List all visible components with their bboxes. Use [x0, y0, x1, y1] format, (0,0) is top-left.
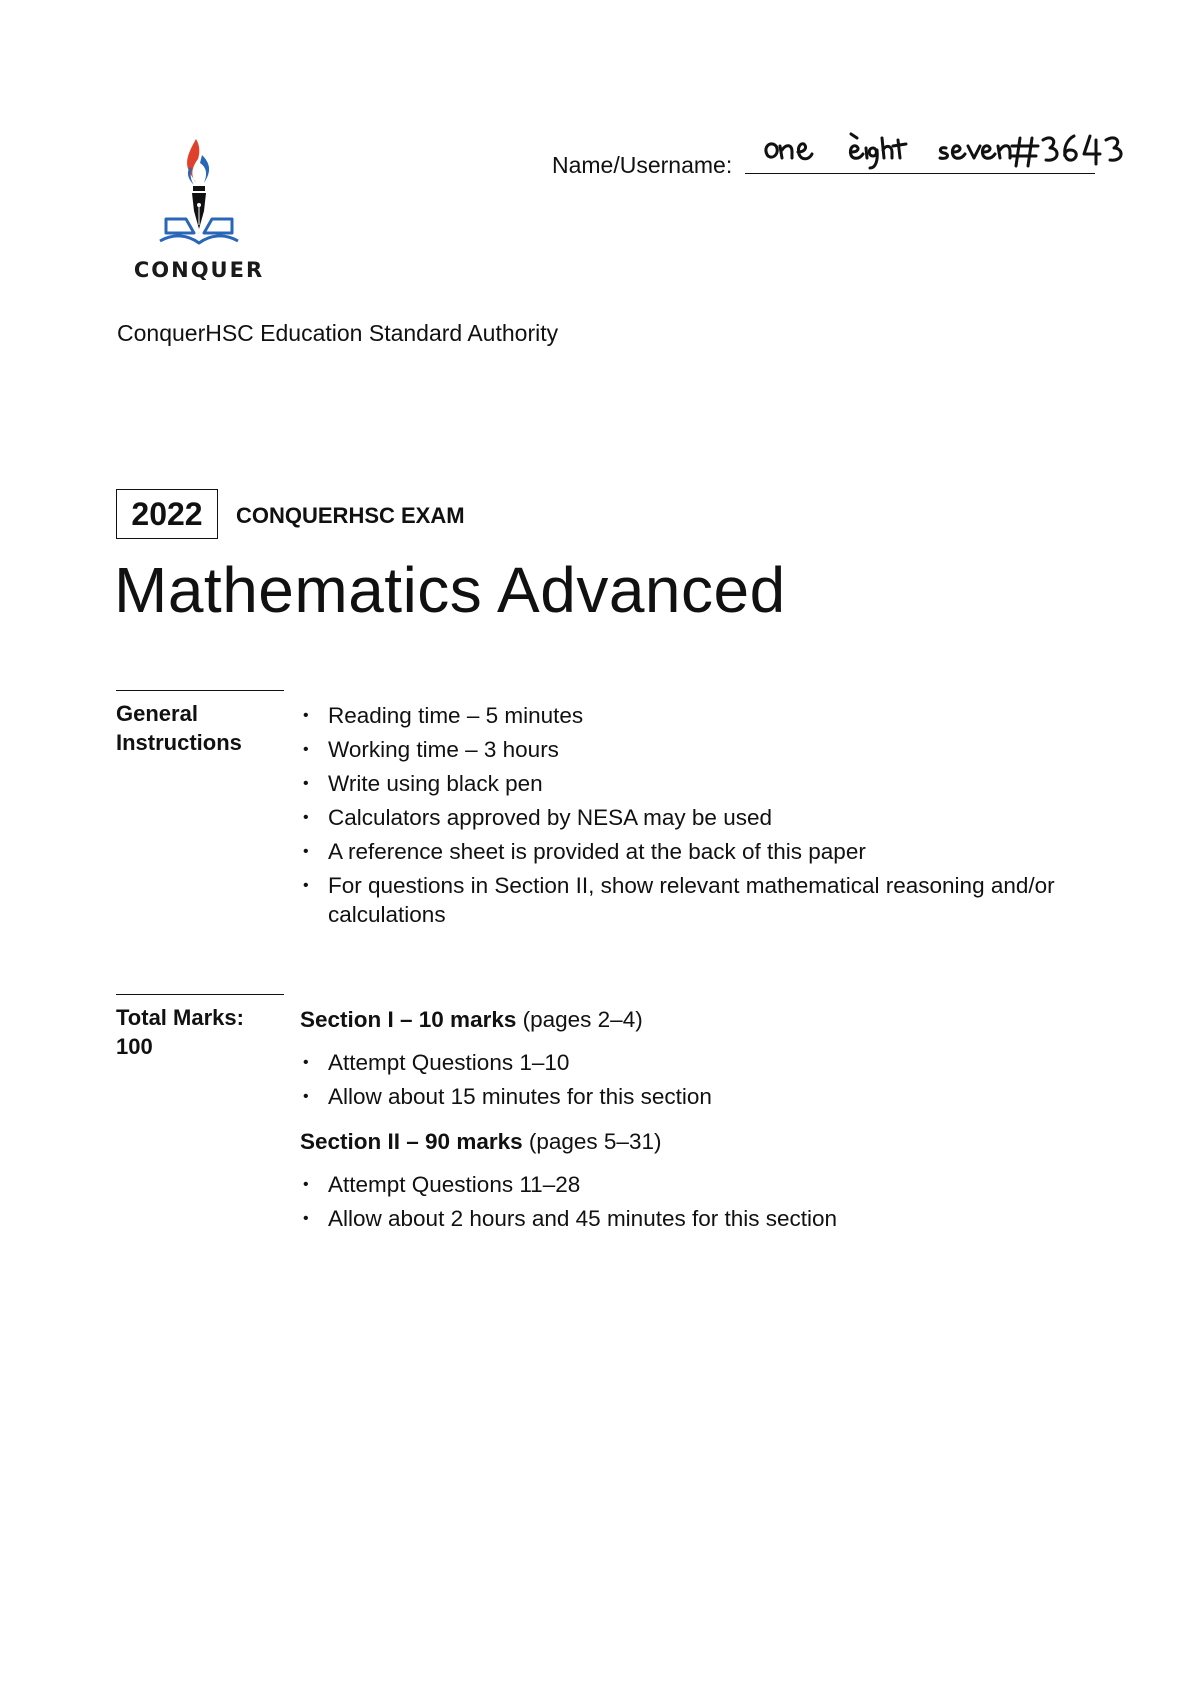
list-item: • Allow about 2 hours and 45 minutes for this section [300, 1204, 1100, 1233]
name-field-label: Name/Username: [552, 152, 733, 178]
section-two-heading-bold: Section II – 90 marks [300, 1129, 523, 1154]
section-two-pages: (pages 5–31) [522, 1129, 662, 1154]
flame-blue-icon [200, 155, 209, 183]
exam-label: CONQUERHSC EXAM [236, 503, 465, 528]
list-item: • For questions in Section II, show relevant mathematical reasoning and/or calculations [300, 871, 1088, 929]
list-item: • A reference sheet is provided at the back of this paper [300, 837, 1100, 866]
total-marks-label-line1: Total Marks: [116, 1005, 244, 1030]
general-instructions-label-line1: General [116, 701, 198, 726]
list-item: • Attempt Questions 11–28 [300, 1170, 1100, 1199]
total-marks-value: 100 [116, 1034, 153, 1059]
section-one-pages: (pages 2–4) [516, 1007, 643, 1032]
handwritten-name-signature [760, 126, 1150, 176]
section-two-heading [300, 1127, 1100, 1156]
logo-wordmark: CONQUER [133, 258, 265, 282]
section-one-heading [300, 1005, 1100, 1034]
section-one-heading-bold: Section I – 10 marks [300, 1007, 517, 1032]
general-instructions-rule [116, 690, 284, 691]
list-item: • Allow about 15 minutes for this section [300, 1082, 1100, 1111]
pen-nib-icon [192, 186, 206, 229]
issuing-authority: ConquerHSC Education Standard Authority [117, 320, 559, 346]
total-marks-label [116, 1003, 244, 1061]
general-instructions-label [116, 699, 242, 757]
list-item: • Attempt Questions 1–10 [300, 1048, 1100, 1077]
section-two-block [300, 1127, 1100, 1233]
section-one-block [300, 1005, 1100, 1111]
list-item: • Reading time – 5 minutes [300, 701, 1100, 730]
total-marks-sections [300, 1005, 1100, 1249]
list-item: • Working time – 3 hours [300, 735, 1100, 764]
general-instructions-label-line2: Instructions [116, 730, 242, 755]
list-item: • Calculators approved by NESA may be used [300, 803, 1100, 832]
list-item: • Write using black pen [300, 769, 1100, 798]
general-instructions-list [300, 701, 1100, 934]
subject-title: Mathematics Advanced [114, 554, 786, 626]
exam-year-box: 2022 [116, 489, 218, 539]
total-marks-rule [116, 994, 284, 995]
